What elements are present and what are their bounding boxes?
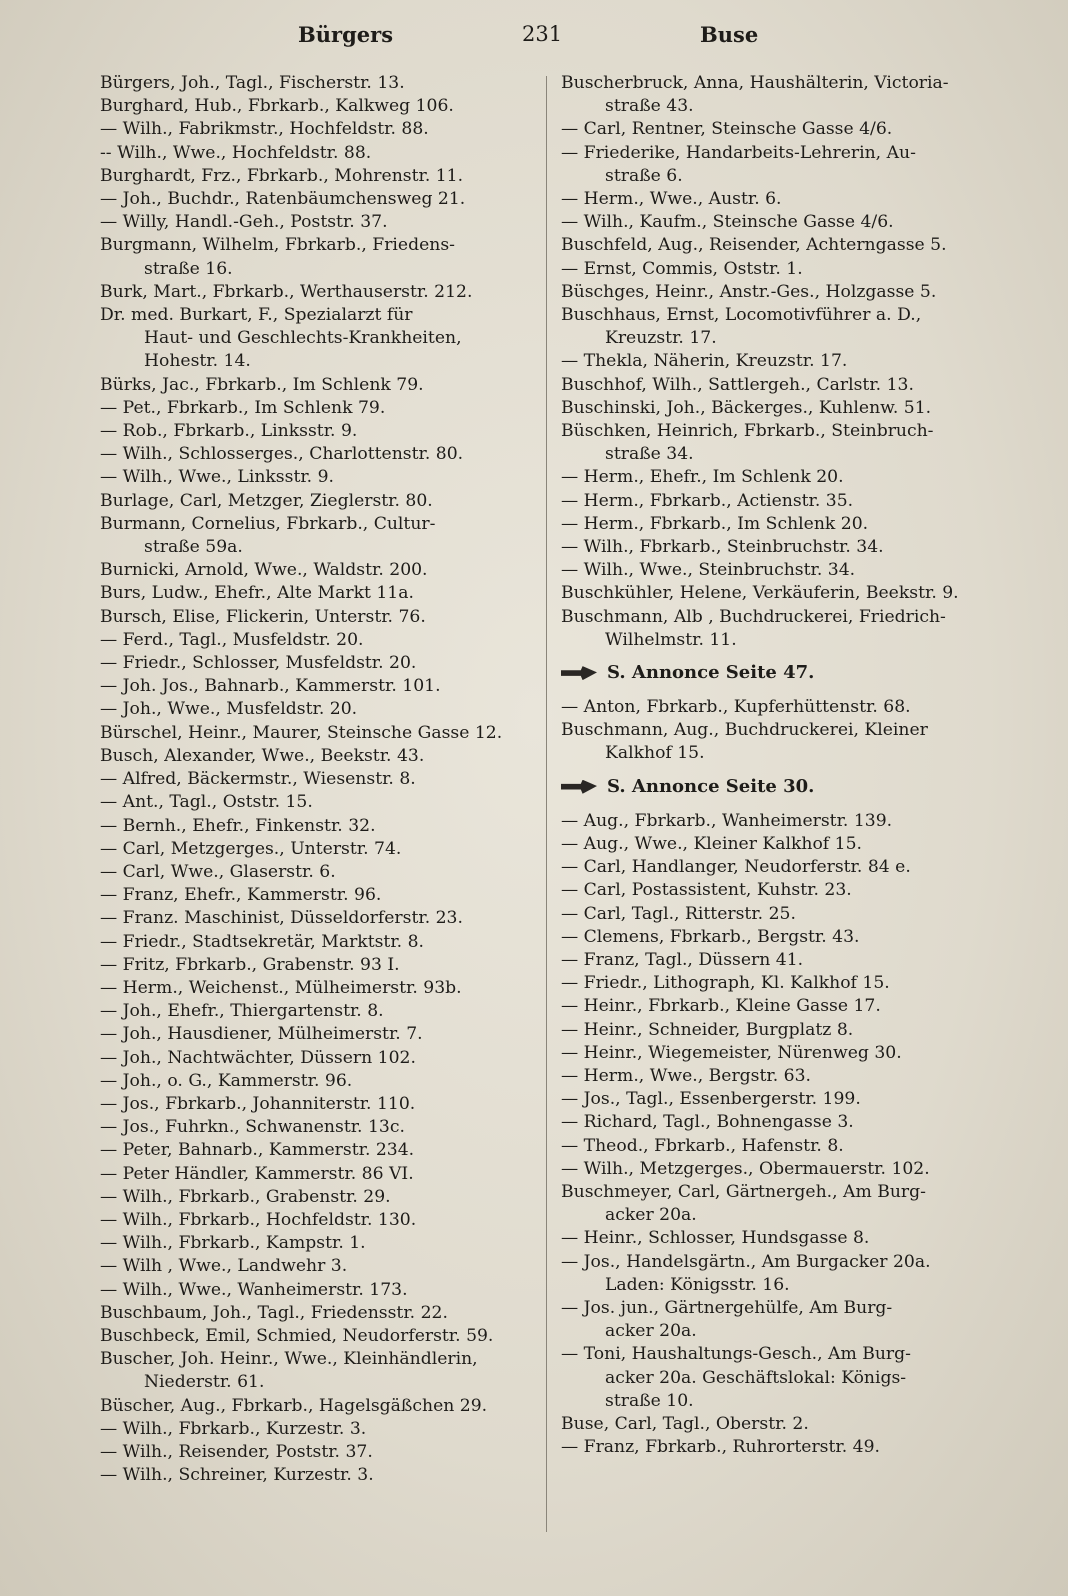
directory-entry [561, 1042, 999, 1065]
directory-entry [100, 466, 530, 489]
entry-text: — Wilh., Fbrkarb., Kurzestr. 3. [100, 1418, 367, 1439]
entry-continuation: Kreuzstr. 17. [605, 328, 717, 349]
entry-text: Busch, Alexander, Wwe., Beekstr. 43. [100, 745, 425, 766]
entry-continuation: Wilhelmstr. 11. [605, 629, 737, 650]
entry-text: — Herm., Fbrkarb., Im Schlenk 20. [561, 513, 869, 534]
annonce-text: S. Annonce Seite 47. [607, 662, 815, 684]
entry-text: — Peter Händler, Kammerstr. 86 VI. [100, 1163, 414, 1184]
directory-entry [100, 304, 530, 374]
entry-text: — Carl, Metzgerges., Unterstr. 74. [100, 838, 402, 859]
entry-text: — Franz, Ehefr., Kammerstr. 96. [100, 885, 382, 906]
directory-entry [561, 142, 999, 188]
entry-text: — Wilh., Reisender, Poststr. 37. [100, 1441, 373, 1462]
directory-entry [561, 559, 999, 582]
directory-entry [100, 791, 530, 814]
directory-entry [561, 1251, 999, 1297]
entry-text: — Ant., Tagl., Oststr. 15. [100, 792, 313, 813]
right-column [561, 72, 999, 1459]
directory-entry [561, 1111, 999, 1134]
annonce-reference [561, 660, 999, 686]
entry-text: — Joh., Nachtwächter, Düssern 102. [100, 1047, 416, 1068]
entry-continuation: straße 34. [605, 444, 694, 465]
directory-entry [100, 815, 530, 838]
entry-text: — Peter, Bahnarb., Kammerstr. 234. [100, 1140, 415, 1161]
entry-text: — Franz, Fbrkarb., Ruhrorterstr. 49. [561, 1437, 880, 1458]
directory-entry [561, 536, 999, 559]
directory-entry [561, 466, 999, 489]
entry-text: Buse, Carl, Tagl., Oberstr. 2. [561, 1413, 809, 1434]
directory-entry [100, 768, 530, 791]
directory-entry [561, 1065, 999, 1088]
entry-continuation: Laden: Königsstr. 16. [605, 1274, 790, 1295]
directory-entry [561, 350, 999, 373]
entry-text: — Wilh., Fbrkarb., Grabenstr. 29. [100, 1186, 391, 1207]
pointing-hand-icon [561, 666, 597, 680]
entry-text: — Friedr., Schlosser, Musfeldstr. 20. [100, 653, 417, 674]
entry-text: Buschmann, Alb , Buchdruckerei, Friedrich- [561, 606, 946, 627]
entry-text: — Aug., Wwe., Kleiner Kalkhof 15. [561, 833, 862, 854]
directory-entry [100, 582, 530, 605]
directory-entry [561, 304, 999, 350]
directory-entry [100, 1441, 530, 1464]
directory-entry [100, 559, 530, 582]
entry-text: — Joh., Ehefr., Thiergartenstr. 8. [100, 1001, 384, 1022]
directory-entry [100, 931, 530, 954]
left-column [100, 72, 530, 1487]
directory-entry [100, 722, 530, 745]
directory-entry [561, 1436, 999, 1459]
directory-entry [561, 374, 999, 397]
directory-entry [561, 72, 999, 118]
directory-entry [561, 188, 999, 211]
entry-text: — Jos., Fbrkarb., Johanniterstr. 110. [100, 1093, 416, 1114]
pointing-hand-icon [561, 780, 597, 794]
entry-text: — Toni, Haushaltungs-Gesch., Am Burg- [561, 1344, 911, 1365]
entry-continuation: Niederstr. 61. [144, 1372, 265, 1393]
directory-entry [100, 1070, 530, 1093]
directory-entry [561, 856, 999, 879]
entry-text: — Jos., Fuhrkn., Schwanenstr. 13c. [100, 1117, 405, 1138]
entry-continuation: Kalkhof 15. [605, 743, 705, 764]
entry-text: — Willy, Handl.-Geh., Poststr. 37. [100, 212, 388, 233]
directory-entry [100, 1418, 530, 1441]
directory-entry [561, 1413, 999, 1436]
directory-entry [100, 1464, 530, 1487]
entry-text: — Wilh., Kaufm., Steinsche Gasse 4/6. [561, 212, 894, 233]
directory-entry [100, 1023, 530, 1046]
entry-text: — Heinr., Wiegemeister, Nürenweg 30. [561, 1042, 902, 1063]
directory-entry [100, 698, 530, 721]
directory-entry [100, 1093, 530, 1116]
header-left-keyword: Bürgers [298, 22, 394, 47]
entry-text: — Wilh., Fabrikmstr., Hochfeldstr. 88. [100, 119, 429, 140]
directory-entry [561, 1158, 999, 1181]
entry-text: — Carl, Rentner, Steinsche Gasse 4/6. [561, 119, 893, 140]
entry-text: Burk, Mart., Fbrkarb., Werthauserstr. 212. [100, 281, 473, 302]
directory-entry [561, 879, 999, 902]
entry-text: Bürks, Jac., Fbrkarb., Im Schlenk 79. [100, 374, 424, 395]
column-divider [546, 76, 547, 1532]
directory-entry [561, 949, 999, 972]
entry-text: — Ferd., Tagl., Musfeldstr. 20. [100, 629, 364, 650]
directory-entry [561, 420, 999, 466]
entry-continuation: Haut- und Geschlechts-Krankheiten, [144, 328, 462, 349]
annonce-reference [561, 774, 999, 800]
directory-entry [100, 1395, 530, 1418]
header-right-keyword: Buse [700, 22, 759, 47]
entry-text: — Wilh., Fbrkarb., Steinbruchstr. 34. [561, 537, 884, 558]
entry-text: — Fritz, Fbrkarb., Grabenstr. 93 I. [100, 954, 400, 975]
entry-text: — Anton, Fbrkarb., Kupferhüttenstr. 68. [561, 697, 911, 718]
entry-text: — Friederike, Handarbeits-Lehrerin, Au- [561, 142, 916, 163]
directory-entry [561, 1227, 999, 1250]
entry-text: -- Wilh., Wwe., Hochfeldstr. 88. [100, 142, 372, 163]
entry-text: Bürgers, Joh., Tagl., Fischerstr. 13. [100, 73, 405, 93]
directory-entry [561, 234, 999, 257]
entry-text: Burmann, Cornelius, Fbrkarb., Cultur- [100, 513, 436, 534]
entry-text: — Herm., Fbrkarb., Actienstr. 35. [561, 490, 854, 511]
entry-text: Buschfeld, Aug., Reisender, Achterngasse 5. [561, 235, 947, 256]
directory-entry [100, 1209, 530, 1232]
entry-text: — Wilh., Schlosserges., Charlottenstr. 80. [100, 444, 464, 465]
directory-entry [100, 1325, 530, 1348]
directory-entry [561, 513, 999, 536]
entry-text: — Carl, Tagl., Ritterstr. 25. [561, 903, 796, 924]
entry-text: — Ernst, Commis, Oststr. 1. [561, 258, 803, 279]
entry-text: — Wilh., Schreiner, Kurzestr. 3. [100, 1465, 374, 1486]
directory-entry [100, 1047, 530, 1070]
directory-entry [100, 884, 530, 907]
directory-entry [561, 926, 999, 949]
directory-entry [100, 72, 530, 95]
directory-entry [100, 1302, 530, 1325]
directory-entry [100, 142, 530, 165]
directory-entry [100, 675, 530, 698]
entry-text: — Joh., Buchdr., Ratenbäumchensweg 21. [100, 189, 466, 210]
directory-entry [100, 118, 530, 141]
directory-entry [100, 513, 530, 559]
entry-text: Büschges, Heinr., Anstr.-Ges., Holzgasse 5. [561, 281, 937, 302]
directory-entry [561, 833, 999, 856]
entry-text: Buschbaum, Joh., Tagl., Friedensstr. 22. [100, 1302, 448, 1323]
directory-entry [561, 1181, 999, 1227]
entry-text: Buschmann, Aug., Buchdruckerei, Kleiner [561, 720, 928, 741]
directory-entry [100, 1232, 530, 1255]
directory-entry [100, 1139, 530, 1162]
directory-entry [100, 606, 530, 629]
entry-text: — Thekla, Näherin, Kreuzstr. 17. [561, 351, 848, 372]
entry-text: — Carl, Wwe., Glaserstr. 6. [100, 861, 336, 882]
entry-text: Buscher, Joh. Heinr., Wwe., Kleinhändlerin, [100, 1349, 478, 1370]
directory-entry [561, 281, 999, 304]
directory-entry [561, 972, 999, 995]
directory-entry [100, 745, 530, 768]
directory-entry [100, 165, 530, 188]
entry-text: Burghardt, Frz., Fbrkarb., Mohrenstr. 11. [100, 165, 464, 186]
directory-entry [561, 903, 999, 926]
entry-text: Bürschel, Heinr., Maurer, Steinsche Gasse 12. [100, 722, 503, 743]
entry-text: Burgmann, Wilhelm, Fbrkarb., Friedens- [100, 235, 455, 256]
entry-text: — Wilh , Wwe., Landwehr 3. [100, 1256, 348, 1277]
entry-continuation: acker 20a. [605, 1205, 697, 1226]
right-column-entries-c [561, 810, 999, 1460]
entry-text: Buschbeck, Emil, Schmied, Neudorferstr. 59. [100, 1325, 494, 1346]
directory-entry [100, 861, 530, 884]
annonce-text: S. Annonce Seite 30. [607, 775, 815, 797]
directory-entry [561, 397, 999, 420]
directory-entry [100, 977, 530, 1000]
entry-text: — Herm., Weichenst., Mülheimerstr. 93b. [100, 977, 462, 998]
directory-entry [100, 1255, 530, 1278]
directory-entry [561, 606, 999, 652]
directory-entry [561, 1343, 999, 1413]
entry-text: — Wilh., Wwe., Wanheimerstr. 173. [100, 1279, 408, 1300]
directory-entry [100, 420, 530, 443]
directory-entry [100, 281, 530, 304]
entry-text: — Carl, Postassistent, Kuhstr. 23. [561, 880, 852, 901]
directory-entry [100, 1348, 530, 1394]
entry-text: Burnicki, Arnold, Wwe., Waldstr. 200. [100, 560, 428, 581]
entry-text: Buscherbruck, Anna, Haushälterin, Victoria- [561, 73, 949, 93]
entry-text: Burghard, Hub., Fbrkarb., Kalkweg 106. [100, 96, 454, 117]
entry-continuation: acker 20a. Geschäftslokal: Königs- [605, 1367, 907, 1388]
entry-text: — Herm., Wwe., Bergstr. 63. [561, 1065, 811, 1086]
directory-entry [561, 995, 999, 1018]
entry-text: — Wilh., Wwe., Steinbruchstr. 34. [561, 560, 856, 581]
page-header [0, 22, 1068, 52]
directory-entry [561, 490, 999, 513]
directory-entry [100, 954, 530, 977]
entry-text: Buschhof, Wilh., Sattlergeh., Carlstr. 13. [561, 374, 914, 395]
directory-entry [100, 1186, 530, 1209]
entry-text: Büschken, Heinrich, Fbrkarb., Steinbruch- [561, 421, 934, 442]
entry-text: — Theod., Fbrkarb., Hafenstr. 8. [561, 1135, 844, 1156]
directory-entry [100, 374, 530, 397]
entry-text: Burs, Ludw., Ehefr., Alte Markt 11a. [100, 583, 414, 604]
directory-entry [100, 629, 530, 652]
entry-continuation: straße 6. [605, 165, 683, 186]
directory-entry [561, 258, 999, 281]
directory-entry [100, 443, 530, 466]
entry-text: — Joh., Hausdiener, Mülheimerstr. 7. [100, 1024, 423, 1045]
entry-text: — Clemens, Fbrkarb., Bergstr. 43. [561, 926, 860, 947]
entry-text: — Jos., Handelsgärtn., Am Burgacker 20a. [561, 1251, 931, 1272]
entry-continuation: Hohestr. 14. [144, 351, 251, 372]
entry-text: — Wilh., Metzgerges., Obermauerstr. 102. [561, 1158, 930, 1179]
directory-entry [100, 188, 530, 211]
right-column-entries-b [561, 696, 999, 766]
entry-text: — Heinr., Schlosser, Hundsgasse 8. [561, 1228, 870, 1249]
directory-entry [100, 95, 530, 118]
entry-text: — Franz. Maschinist, Düsseldorferstr. 23. [100, 908, 463, 929]
entry-text: — Heinr., Schneider, Burgplatz 8. [561, 1019, 854, 1040]
directory-entry [561, 810, 999, 833]
directory-entry [100, 1000, 530, 1023]
page-number: 231 [522, 22, 563, 46]
entry-text: — Wilh., Fbrkarb., Kampstr. 1. [100, 1233, 366, 1254]
directory-entry [100, 397, 530, 420]
directory-entry [100, 234, 530, 280]
entry-text: — Joh., Wwe., Musfeldstr. 20. [100, 699, 358, 720]
directory-entry [100, 490, 530, 513]
directory-entry [100, 652, 530, 675]
directory-entry [561, 1135, 999, 1158]
entry-text: Buschinski, Joh., Bäckerges., Kuhlenw. 51. [561, 397, 932, 418]
entry-text: — Friedr., Stadtsekretär, Marktstr. 8. [100, 931, 424, 952]
entry-text: — Bernh., Ehefr., Finkenstr. 32. [100, 815, 376, 836]
entry-text: — Heinr., Fbrkarb., Kleine Gasse 17. [561, 996, 881, 1017]
entry-text: Buschmeyer, Carl, Gärtnergeh., Am Burg- [561, 1181, 926, 1202]
entry-text: Buschhaus, Ernst, Locomotivführer a. D., [561, 305, 922, 326]
directory-entry [100, 838, 530, 861]
entry-text: — Joh. Jos., Bahnarb., Kammerstr. 101. [100, 676, 441, 697]
entry-continuation: straße 43. [605, 96, 694, 117]
directory-entry [100, 907, 530, 930]
entry-text: Burlage, Carl, Metzger, Zieglerstr. 80. [100, 490, 433, 511]
directory-entry [561, 719, 999, 765]
entry-text: — Friedr., Lithograph, Kl. Kalkhof 15. [561, 973, 890, 994]
entry-text: — Jos., Tagl., Essenbergerstr. 199. [561, 1089, 861, 1110]
entry-continuation: acker 20a. [605, 1321, 697, 1342]
entry-text: — Alfred, Bäckermstr., Wiesenstr. 8. [100, 769, 416, 790]
entry-text: Bursch, Elise, Flickerin, Unterstr. 76. [100, 606, 426, 627]
directory-entry [561, 1297, 999, 1343]
directory-entry [561, 1019, 999, 1042]
entry-text: — Herm., Ehefr., Im Schlenk 20. [561, 467, 844, 488]
entry-text: — Herm., Wwe., Austr. 6. [561, 189, 782, 210]
directory-entry [561, 211, 999, 234]
entry-text: — Rob., Fbrkarb., Linksstr. 9. [100, 421, 358, 442]
entry-continuation: straße 10. [605, 1390, 694, 1411]
directory-entry [100, 1279, 530, 1302]
entry-text: — Pet., Fbrkarb., Im Schlenk 79. [100, 397, 386, 418]
entry-text: Dr. med. Burkart, F., Spezialarzt für [100, 305, 413, 326]
entry-text: — Franz, Tagl., Düssern 41. [561, 949, 804, 970]
right-column-entries-a [561, 72, 999, 652]
entry-text: — Richard, Tagl., Bohnengasse 3. [561, 1112, 854, 1133]
directory-entry [561, 1088, 999, 1111]
directory-entry [561, 118, 999, 141]
entry-text: — Jos. jun., Gärtnergehülfe, Am Burg- [561, 1297, 893, 1318]
entry-continuation: straße 59a. [144, 537, 243, 558]
directory-entry [561, 582, 999, 605]
entry-text: — Aug., Fbrkarb., Wanheimerstr. 139. [561, 810, 893, 831]
entry-text: Buschkühler, Helene, Verkäuferin, Beekstr. 9. [561, 583, 959, 604]
directory-entry [100, 211, 530, 234]
entry-text: — Wilh., Fbrkarb., Hochfeldstr. 130. [100, 1209, 417, 1230]
directory-entry [100, 1116, 530, 1139]
directory-entry [561, 696, 999, 719]
entry-text: — Carl, Handlanger, Neudorferstr. 84 e. [561, 857, 911, 878]
entry-text: — Wilh., Wwe., Linksstr. 9. [100, 467, 335, 488]
entry-text: Büscher, Aug., Fbrkarb., Hagelsgäßchen 29. [100, 1395, 488, 1416]
entry-continuation: straße 16. [144, 258, 233, 279]
directory-entry [100, 1163, 530, 1186]
entry-text: — Joh., o. G., Kammerstr. 96. [100, 1070, 353, 1091]
